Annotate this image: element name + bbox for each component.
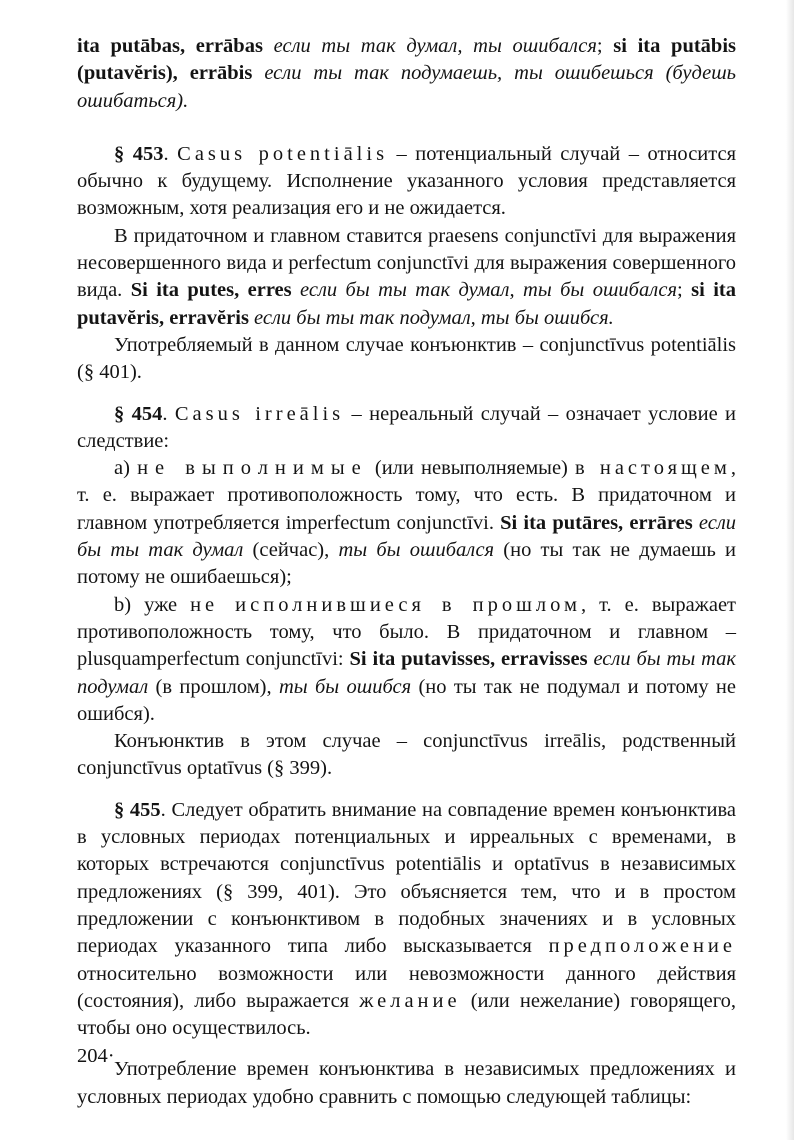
separator: ; <box>677 279 692 302</box>
paragraph-intro-examples <box>77 33 736 115</box>
spaced-emphasis: желание <box>359 989 461 1012</box>
spaced-emphasis: не выполнимые <box>137 457 368 480</box>
paragraph-454-b <box>77 592 736 728</box>
section-dot: . <box>163 142 178 165</box>
page-number: 204· <box>77 1045 115 1067</box>
translation: если бы ты так думал, ты бы ошибался <box>300 279 678 302</box>
body-text: (сейчас), <box>243 539 339 562</box>
section-number: § 455 <box>114 798 161 821</box>
space <box>252 62 264 84</box>
section-text: (или нежелание) говорящего, чтобы оно осуществилось. <box>77 989 736 1040</box>
translation: если бы ты так подумал, ты бы ошибся. <box>254 306 614 329</box>
space <box>292 279 300 301</box>
translation: если бы ты так думал <box>77 511 737 562</box>
page-edge-shadow <box>786 0 794 1140</box>
body-text: , т. е. выражает противоположность тому, что есть. В придаточном и главном употребляется imperfectum conjunctīvi. <box>77 457 736 534</box>
body-text: (в прошлом), <box>148 675 279 698</box>
translation: ты бы ошибся <box>278 675 412 698</box>
body-text: В придаточном и главном ставится praesens conjunctīvi для выражения несовершенного вида и perfectum conjunctīvi для выражения совершенного вида. <box>77 224 736 302</box>
list-marker: b) уже <box>114 593 191 616</box>
section-dot: . <box>162 402 175 425</box>
paragraph-455-table-intro: Употребление времен конъюнктива в независимых предложениях и условных периодах удобно сравнить с помощью следующей таблицы: <box>77 1058 736 1108</box>
section-term: Casus irreālis <box>174 402 345 425</box>
spaced-emphasis: в настоящем <box>575 457 731 480</box>
section-number: § 453 <box>114 142 164 165</box>
body-text: (или невыполняемые) <box>367 457 576 480</box>
section-text: относительно возможности или невозможности данного действия (состояния), либо выражается <box>77 962 736 1012</box>
translation: если ты так думал, ты ошибался <box>273 35 597 57</box>
body-text: , т. е. выражает противоположность тому, что было. В придаточном и главном – plusquamperfectum conjunctīvi: <box>77 593 736 671</box>
section-454 <box>77 401 736 456</box>
list-marker: а) <box>114 457 138 480</box>
body-text: (но ты так не подумал и потому не ошибся). <box>77 675 736 725</box>
section-term: Casus potentiālis <box>177 142 389 165</box>
translation: если ты так подумаешь, ты ошибешься (будешь ошибаться). <box>77 62 736 112</box>
latin-example: ita putābas, errābas <box>77 35 263 57</box>
latin-example: Si ita putes, erres <box>130 279 292 302</box>
latin-example: si ita putavĕris, erravĕris <box>77 279 737 329</box>
latin-example: si ita putābis (putavĕris), errābis <box>77 35 736 85</box>
paragraph-453-usage <box>77 223 736 332</box>
section-text: . Следует обратить внимание на совпадение времен конъюнктива в условных периодах потенциальных и ирреальных с временами, в которых встречаются conjunctīvus potentiālis и optatīvus в независимых предложениях (§ 399, 401). Это объясняется тем, что и в простом предложении с конъюнктивом в подобных значениях и в условных периодах указанного типа либо высказывается <box>77 798 736 958</box>
body-text: (но ты так не думаешь и потому не ошибаешься); <box>77 539 736 589</box>
paragraph-454-a <box>77 455 736 591</box>
spaced-emphasis: предположение <box>548 935 736 958</box>
translation: ты бы ошибался <box>338 539 495 562</box>
section-455 <box>77 797 736 1043</box>
paragraph-454-note: Конъюнктив в этом случае – conjunctīvus irreālis, родственный conjunctīvus optatīvus (§ 399). <box>77 730 736 780</box>
section-text: – потенциальный случай – относится обычно к будущему. Исполнение указанного условия представляется возможным, хотя реализация его и не ожидается. <box>77 142 737 220</box>
latin-example: Si ita putavisses, erravisses <box>349 648 588 671</box>
separator: ; <box>596 35 614 57</box>
spaced-emphasis: не исполнившиеся в прошлом <box>190 593 581 616</box>
translation: если бы ты так подумал <box>77 648 737 698</box>
page-text <box>77 33 736 1111</box>
latin-example: Si ita putāres, errāres <box>500 511 693 534</box>
paragraph-453-note: Употребляемый в данном случае конъюнктив – conjunctīvus potentiālis (§ 401). <box>77 333 736 384</box>
section-number: § 454 <box>114 402 163 425</box>
section-text: – нереальный случай – означает условие и следствие: <box>77 402 737 452</box>
section-453 <box>77 141 736 223</box>
